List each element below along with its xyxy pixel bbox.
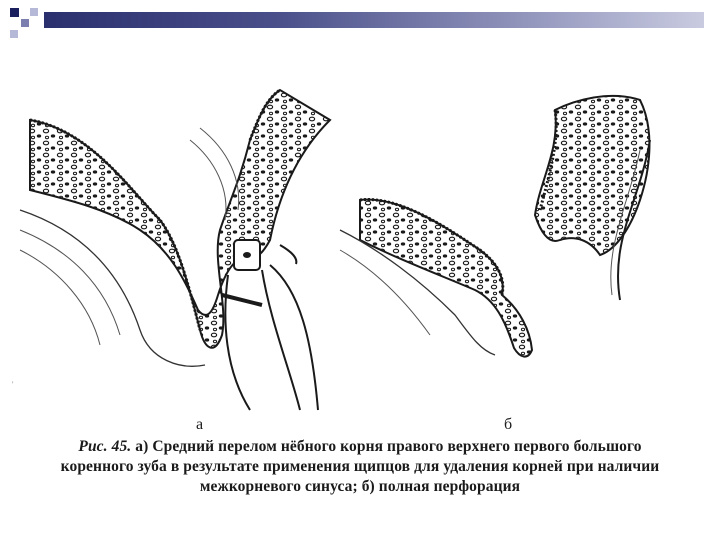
panel-a-drawing [20, 90, 330, 410]
stray-mark: ' [12, 380, 14, 389]
decor-square [10, 8, 19, 17]
decor-square [10, 30, 18, 38]
title-decoration [6, 6, 46, 42]
figure-number: Рис. 45. [78, 438, 132, 455]
figure-caption [46, 437, 674, 497]
dental-illustration [0, 80, 720, 420]
title-bar-gradient [44, 12, 704, 28]
caption-text: а) Средний перелом нёбного корня правого верхнего первого большого коренного зуба в результате применения щипцов для удаления корней при наличии межкорневого синуса; б) полная перфорация [60, 438, 660, 495]
panel-b-drawing [340, 96, 650, 357]
panel-a-label: а [196, 416, 204, 433]
decor-square [21, 19, 29, 27]
decor-square [30, 8, 38, 16]
panel-b-label: б [504, 416, 513, 433]
